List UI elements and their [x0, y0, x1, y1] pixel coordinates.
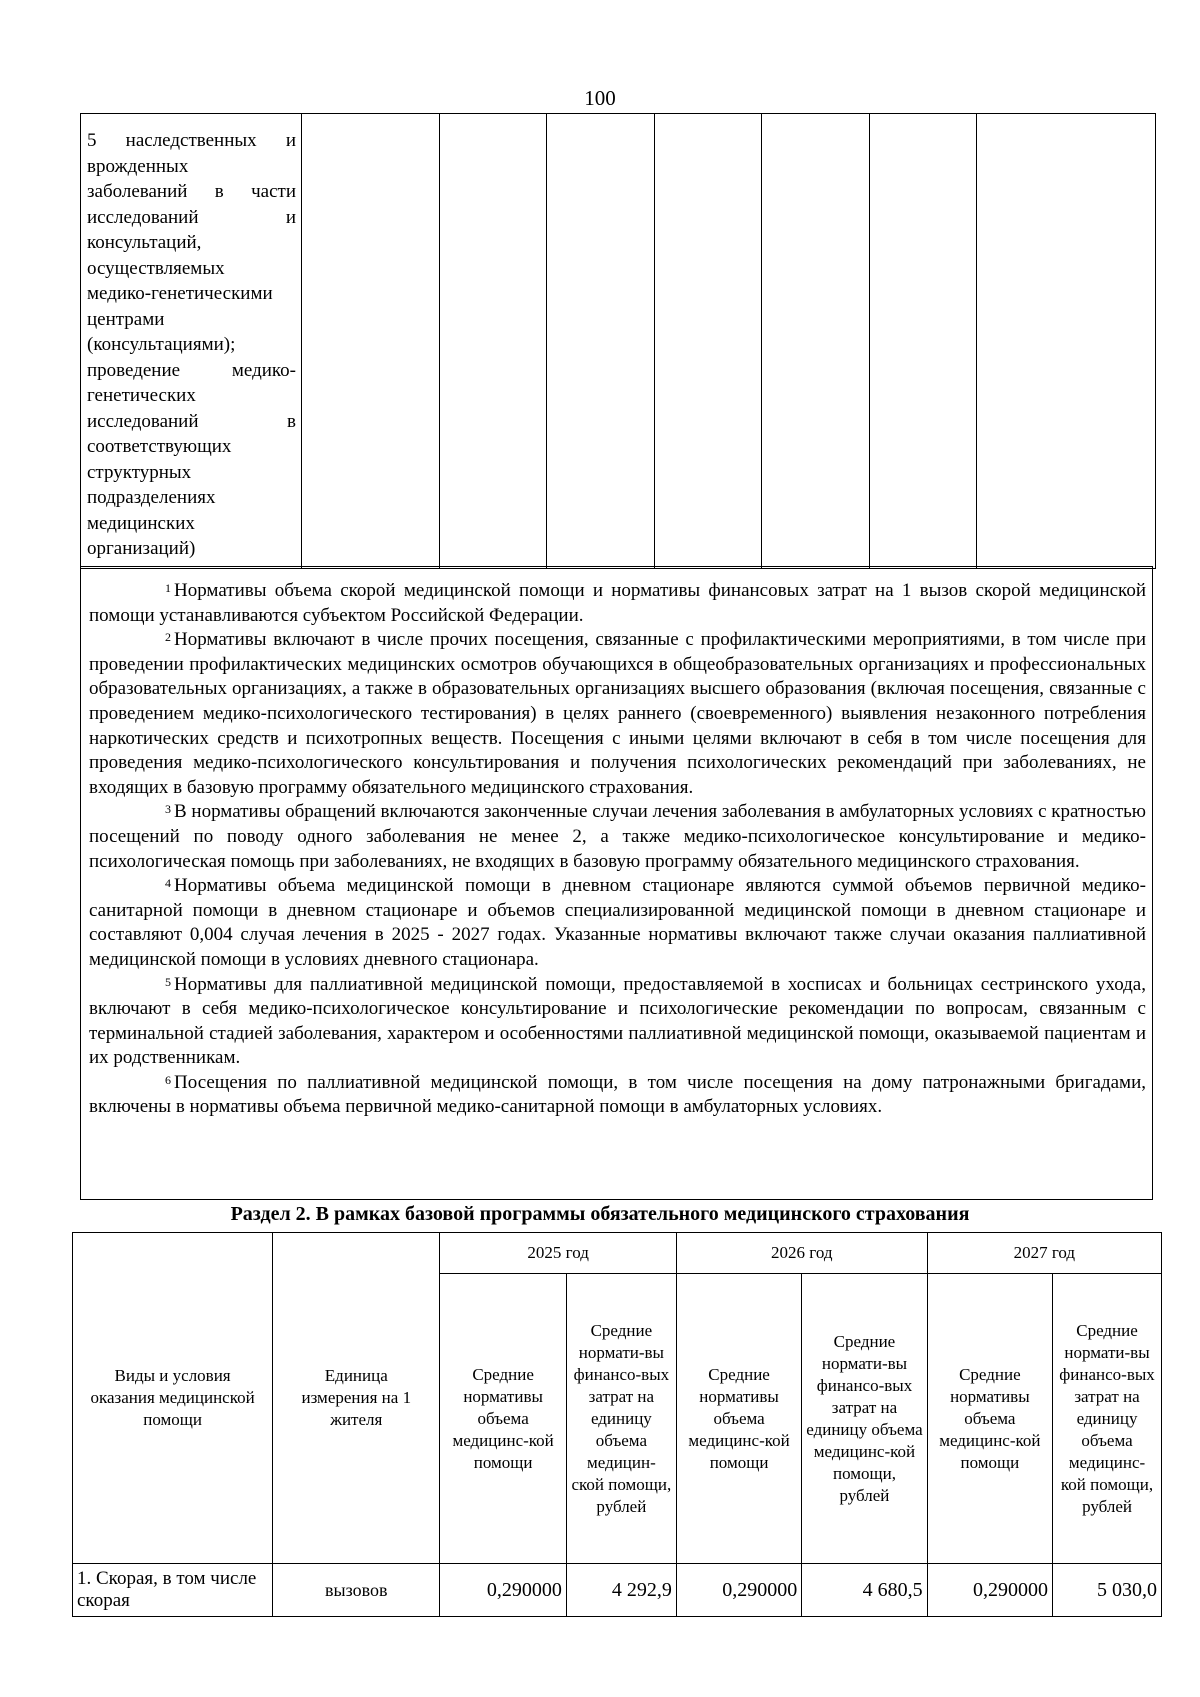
footnote-text: В нормативы обращений включаются законченные случаи лечения заболевания в амбулаторных условиях с кратностью посещений по поводу одного заболевания не менее 2, а также медико-психологическое консультирование и медико-психологическая помощь при заболеваниях, не входящих в базовую программу обязательного медицинского страхования.: [89, 801, 1146, 872]
volume-2025: 0,290000: [440, 1564, 567, 1617]
row-name: 1. Скорая, в том числе скорая: [73, 1564, 273, 1617]
volume-2026: 0,290000: [676, 1564, 801, 1617]
header-volume-2027: Средние нормативы объема медицинс-кой помощи: [927, 1274, 1052, 1564]
footnote-number: 3: [165, 802, 171, 817]
footnote-text: Нормативы объема скорой медицинской помощи и нормативы финансовых затрат на 1 вызов скорой медицинской помощи устанавливаются субъектом Российской Федерации.: [89, 580, 1146, 626]
continuation-line: заболеваний в части: [87, 181, 296, 202]
header-year-2025: 2025 год: [440, 1233, 677, 1274]
continuation-line: 5 наследственных и: [87, 130, 296, 151]
empty-cell: [302, 114, 440, 569]
header-finance-2026: Средние нормати-вы финансо-вых затрат на единицу объема медицинс-кой помощи, рублей: [802, 1274, 927, 1564]
empty-cell: [547, 114, 655, 569]
empty-cell: [655, 114, 762, 569]
table-row: [73, 1564, 1162, 1617]
footnotes-box: [80, 566, 1153, 1200]
continuation-line: центрами: [87, 308, 165, 330]
norms-table: [72, 1232, 1162, 1617]
header-year-2027: 2027 год: [927, 1233, 1161, 1274]
continuation-table: [80, 113, 1156, 569]
header-year-2026: 2026 год: [676, 1233, 927, 1274]
header-finance-2025: Средние нормати-вы финансо-вых затрат на единицу объема медицин-ской помощи, рублей: [566, 1274, 676, 1564]
empty-cell: [977, 114, 1156, 569]
header-volume-2025: Средние нормативы объема медицинс-кой помощи: [440, 1274, 567, 1564]
finance-2026: 4 680,5: [802, 1564, 927, 1617]
header-volume-2026: Средние нормативы объема медицинс-кой помощи: [676, 1274, 801, 1564]
section-title: Раздел 2. В рамках базовой программы обязательного медицинского страхования: [230, 1203, 970, 1225]
continuation-line: осуществляемых: [87, 257, 225, 279]
continuation-line: исследований в: [87, 410, 296, 432]
footnote-number: 2: [165, 630, 171, 645]
footnote-text: Нормативы включают в числе прочих посещения, связанные с профилактическими мероприятиями, в том числе при проведении профилактических медицинских осмотров обучающихся в общеобразовательных организациях и профессиональных образовательных организациях, а также в образовательных организациях высшего образования (включая посещения, связанные с проведением медико-психологического тестирования) в целях раннего (своевременного) выявления незаконного потребления наркотических средств и психотропных веществ. Посещения с иными целями включают в себя в том числе посещения для проведения медико-психологического консультирования и получения психологических рекомендаций при заболеваниях, не входящих в базовую программу обязательного медицинского страхования.: [89, 629, 1146, 798]
continuation-line: врожденных: [87, 155, 189, 177]
finance-2027: 5 030,0: [1053, 1564, 1162, 1617]
continuation-line: подразделениях: [87, 487, 216, 508]
footnote: [89, 800, 1146, 874]
footnote-number: 4: [165, 876, 171, 891]
continuation-cell: [81, 114, 302, 569]
footnote-number: 1: [165, 581, 171, 595]
continuation-text: [81, 114, 301, 568]
continuation-line: медико-генетическими: [87, 283, 273, 304]
continuation-line: проведение медико-: [87, 359, 296, 381]
header-finance-2027: Средние нормати-вы финансо-вых затрат на единицу объема медицинс-кой помощи, рублей: [1053, 1274, 1162, 1564]
footnote-number: 6: [165, 1072, 171, 1087]
empty-cell: [440, 114, 547, 569]
footnote-number: 5: [165, 974, 171, 989]
footnote: [89, 1071, 1146, 1120]
continuation-line: генетических: [87, 385, 196, 406]
page-number: 100: [584, 86, 616, 110]
volume-2027: 0,290000: [927, 1564, 1052, 1617]
continuation-line: медицинских: [87, 512, 195, 534]
footnote: [89, 874, 1146, 972]
footnote-text: Нормативы для паллиативной медицинской помощи, предоставляемой в хосписах и больницах сестринского ухода, включают в себя медико-психологическое консультирование и психологические рекомендации по вопросам, связанным с терминальной стадией заболевания, характером и особенностями паллиативной медицинской помощи, оказываемой пациентам и их родственникам.: [89, 973, 1146, 1069]
continuation-line: консультаций,: [87, 232, 202, 253]
row-unit: вызовов: [273, 1564, 440, 1617]
header-unit: Единица измерения на 1 жителя: [273, 1233, 440, 1564]
empty-cell: [762, 114, 870, 569]
continuation-line: исследований и: [87, 206, 296, 228]
footnote: [89, 973, 1146, 1071]
footnote-text: Посещения по паллиативной медицинской помощи, в том числе посещения на дому патронажными бригадами, включены в нормативы объема первичной медико-санитарной помощи в амбулаторных условиях.: [89, 1071, 1146, 1118]
continuation-line: соответствующих: [87, 436, 232, 457]
empty-cell: [870, 114, 977, 569]
continuation-line: (консультациями);: [87, 334, 236, 355]
continuation-line: организаций): [87, 538, 196, 559]
footnote-text: Нормативы объема медицинской помощи в дневном стационаре являются суммой объемов первичной медико-санитарной помощи в дневном стационаре и объемов специализированной медицинской помощи в дневном стационаре и составляют 0,004 случая лечения в 2025 - 2027 годах. Указанные нормативы включают также случаи оказания паллиативной медицинской помощи в условиях дневного стационара.: [89, 875, 1146, 970]
header-kind: Виды и условия оказания медицинской помощи: [73, 1233, 273, 1564]
continuation-line: структурных: [87, 461, 192, 483]
finance-2025: 4 292,9: [566, 1564, 676, 1617]
footnote: [89, 628, 1146, 800]
footnote: [89, 579, 1146, 628]
